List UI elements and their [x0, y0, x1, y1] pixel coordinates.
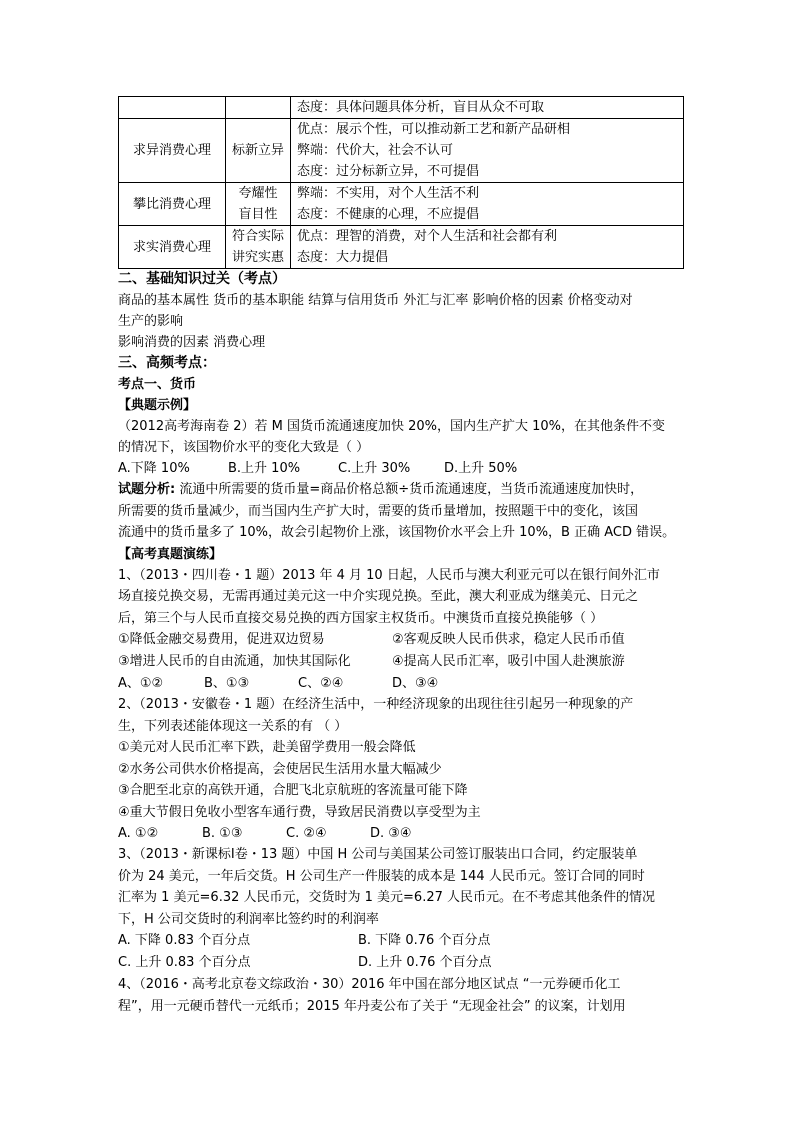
cell-line: 夸耀性: [238, 186, 278, 201]
table-cell-name: 求实消费心理: [119, 226, 226, 269]
statement-row: [118, 629, 684, 651]
table-row: [119, 119, 684, 183]
question-line: 3、（2013・新课标Ⅰ卷・13 题）中国 H 公司与美国某公司签订服装出口合同，约定服装单: [118, 847, 638, 862]
option: B.上升 10%: [228, 461, 301, 476]
answer-options: [118, 673, 684, 694]
statement: ③增进人民币的自由流通，加快其国际化: [118, 654, 351, 669]
section-heading: 三、高频考点：: [118, 355, 216, 371]
answer-options: [118, 823, 684, 844]
option: D.上升 50%: [444, 461, 518, 476]
text-line: 商品的基本属性 货币的基本职能 结算与信用货币 外汇与汇率 影响价格的因素 价格变动对: [118, 293, 633, 308]
option: A. 下降 0.83 个百分点: [118, 933, 251, 948]
statement: ③合肥至北京的高铁开通，合肥飞北京航班的客流量可能下降: [118, 783, 468, 798]
option-row: [118, 930, 684, 952]
text-line: 生产的影响: [118, 314, 184, 329]
option: B. 下降 0.76 个百分点: [358, 933, 491, 948]
table-cell-feature: 标新立异: [226, 119, 291, 183]
analysis-paragraph: [118, 479, 684, 544]
table-cell-text: [291, 183, 684, 226]
table-cell-empty: [119, 97, 226, 119]
option: A.下降 10%: [118, 461, 190, 476]
table-cell-name: 攀比消费心理: [119, 183, 226, 226]
practice-heading: 【高考真题演练】: [118, 546, 223, 562]
question-line: 汇率为 1 美元=6.32 人民币元，交货时为 1 美元=6.27 人民币元。在不考虑其他条件的情况: [118, 890, 656, 905]
question-line: 生，下列表述能体现这一关系的有 （ ）: [118, 718, 348, 734]
cell-line: 态度：不健康的心理，不应提倡: [297, 207, 480, 222]
question-line: 价为 24 美元，一年后交货。H 公司生产一件服装的成本是 144 人民币元。签订合同的同时: [118, 868, 645, 884]
analysis-label: 试题分析:: [118, 482, 176, 497]
cell-line: 态度：过分标新立异，不可提倡: [297, 164, 480, 179]
table-row: [119, 97, 684, 119]
table-row: [119, 183, 684, 226]
table-row: [119, 226, 684, 269]
question-2: [118, 694, 684, 823]
analysis-text: 所需要的货币量减少，而当国内生产扩大时，需要的货币量增加，按照题干中的变化，该国: [118, 503, 639, 519]
question-line: 下，H 公司交货时的利润率比签约时的利润率: [118, 911, 379, 927]
table-cell-text: 态度：具体问题具体分析，盲目从众不可取: [291, 97, 684, 119]
statement: ④提高人民币汇率，吸引中国人赴澳旅游: [392, 654, 625, 669]
question-3: [118, 844, 684, 930]
option: D、③④: [392, 676, 439, 691]
cell-line: 盲目性: [238, 207, 278, 222]
option: C. 上升 0.83 个百分点: [118, 955, 251, 970]
option: B、①③: [204, 676, 250, 691]
answer-options: [118, 458, 684, 479]
document-page: [118, 96, 684, 1017]
table-cell-feature: [226, 226, 291, 269]
statement: ①降低金融交易费用，促进双边贸易: [118, 632, 325, 647]
statement: ④重大节假日免收小型客车通行费，导致居民消费以享受型为主: [118, 804, 481, 820]
question-line: 程”，用一元硬币替代一元纸币；2015 年丹麦公布了关于 “无现金社会” 的议案，计划用: [118, 998, 626, 1014]
question-line: 的情况下，该国物价水平的变化大致是（ ）: [118, 440, 370, 455]
analysis-text: 流通中所需要的货币量=商品价格总额÷货币流通速度，当货币流通速度加快时，: [175, 482, 644, 497]
option: D. 上升 0.76 个百分点: [358, 955, 492, 970]
text-line: 影响消费的因素 消费心理: [118, 335, 266, 350]
cell-line: 优点：展示个性，可以推动新工艺和新产品研相: [297, 122, 571, 137]
table-cell-name: 求异消费心理: [119, 119, 226, 183]
cell-line: 态度：大力提倡: [297, 250, 389, 265]
table-cell-text: [291, 226, 684, 269]
section-heading: 二、基础知识过关（考点）: [118, 271, 286, 287]
cell-line: 讲究实惠: [231, 250, 284, 265]
statement: ②水务公司供水价格提高，会使居民生活用水量大幅减少: [118, 761, 442, 777]
subsection-heading: 考点一、货币: [118, 377, 197, 392]
consumer-psychology-table: [118, 96, 684, 269]
question-line: 场直接兑换交易，无需再通过美元这一中介实现兑换。至此，澳大利亚成为继美元、日元之: [118, 589, 639, 604]
option: B. ①③: [202, 826, 243, 841]
question-line: （2012高考海南卷 2）若 M 国货币流通速度加快 20%，国内生产扩大 10%，在其他条件不变: [118, 419, 666, 434]
cell-line: 弊端：不实用，对个人生活不利: [297, 186, 480, 201]
statement: ①美元对人民币汇率下跌，赴美留学费用一般会降低: [118, 740, 416, 755]
option-row: [118, 952, 684, 974]
question-4: [118, 974, 684, 1017]
cell-line: 符合实际: [231, 229, 284, 244]
option: A、①②: [118, 676, 164, 691]
question-line: 4、（2016・高考北京卷文综政治・30）2016 年中国在部分地区试点 “一元券硬币化工: [118, 977, 621, 992]
table-cell-feature: [226, 183, 291, 226]
table-cell-empty: [226, 97, 291, 119]
statement: ②客观反映人民币供求，稳定人民币币值: [392, 632, 625, 647]
analysis-text: 流通中的货币量多了 10%，故会引起物价上涨，该国物价水平会上升 10%，B 正确 ACD 错误。: [118, 525, 676, 540]
option: C.上升 30%: [338, 461, 411, 476]
question-line: 1、（2013・四川卷・1 题）2013 年 4 月 10 日起，人民币与澳大利亚元可以在银行间外汇市: [118, 567, 660, 583]
option: A. ①②: [118, 826, 159, 841]
statement-row: [118, 651, 684, 673]
question-line: 后，第三个与人民币直接交易兑换的西方国家主权货币。中澳货币直接兑换能够（ ）: [118, 610, 604, 626]
question-line: 2、（2013・安徽卷・1 题）在经济生活中，一种经济现象的出现往往引起另一种现象的产: [118, 697, 634, 712]
table-cell-text: [291, 119, 684, 183]
option: C、②④: [298, 676, 344, 691]
option: C. ②④: [286, 826, 327, 841]
question-1: [118, 565, 684, 630]
cell-line: 优点：理智的消费，对个人生活和社会都有利: [297, 229, 558, 244]
option: D. ③④: [370, 826, 412, 841]
cell-line: 弊端：代价大，社会不认可: [297, 143, 454, 158]
example-heading: 【典题示例】: [118, 398, 197, 413]
